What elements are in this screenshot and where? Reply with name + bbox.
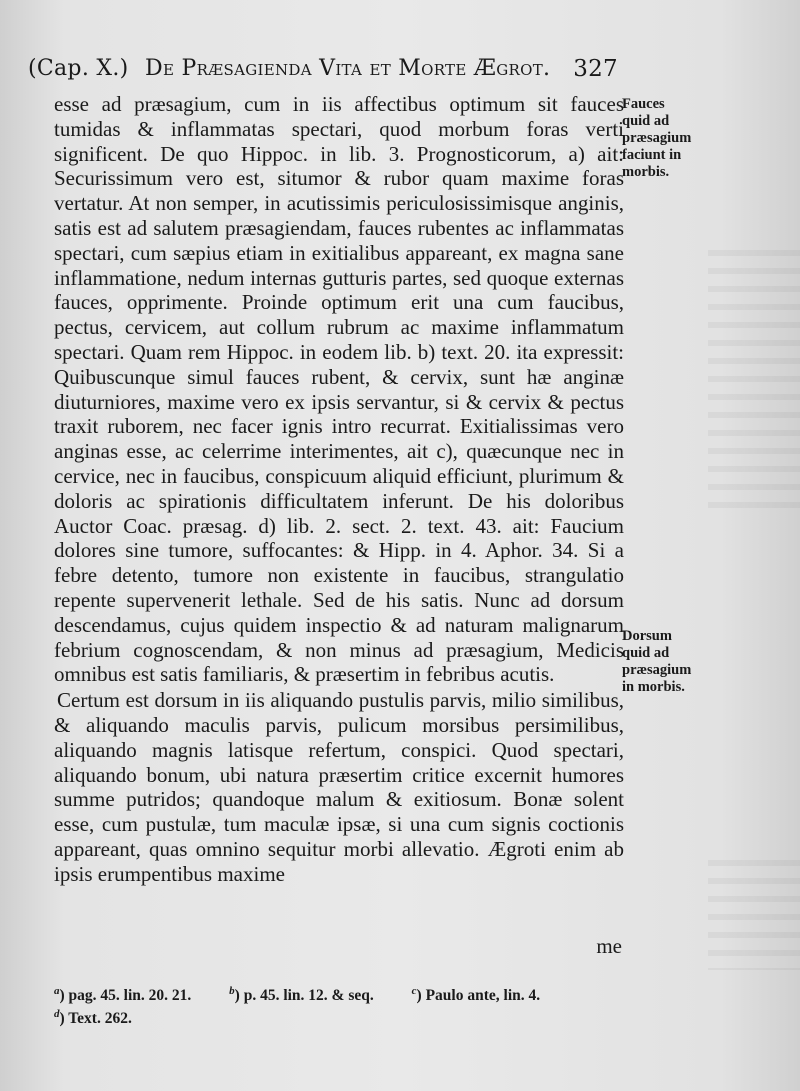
footnote-text: Text. 262. (68, 1010, 132, 1028)
margin-note: Fauces quid ad præsagium faciunt in morbis. (622, 96, 692, 180)
footnote-d: $^d$) Text. 262. (54, 1008, 132, 1028)
footnote-text: p. 45. lin. 12. & seq. (243, 987, 374, 1005)
main-text (54, 92, 624, 887)
show-through-text (708, 250, 800, 510)
running-title: De Præsagienda Vita et Morte Ægrot. (145, 56, 551, 81)
catchword: me (596, 934, 622, 958)
running-header (28, 56, 628, 90)
footnote-b: $^b$) p. 45. lin. 12. & seq. (229, 985, 374, 1005)
paragraph: esse ad præsagium, cum in iis affectibus optimum sit fauces tumidas & inflammatas spectari, quod morbum foras verti significent. De quo Hippoc. in lib. 3. Prognosticorum, a) ait: Securissimum vero est, situmor & rubor quam maxime foras vertatur. At non semper, in acutissimis periculosissimisque anginis, satis est ad salutem præsagiendam, fauces rubentes ac inflammatas spectari, cum sæpius etiam in exitialibus appareant, ex magna sane inflammatione, nedum internas gutturis partes, sed quoque externas fauces, opprimente. Proinde optimum erit una cum faucibus, pectus, cervicem, aut collum rubrum ac maxime inflammatum spectari. Quam rem Hippoc. in eodem lib. b) text. 20. ita expressit: Quibuscunque simul fauces rubent, & cervix, sunt hæ anginæ diuturniores, maxime vero ex ipsis servantur, si & cervix & pectus traxit ruborem, nec facer ignis intro recurrat. Exitialissimas vero anginas esse, ac celerrime interimentes, ait c), quæcunque nec in cervice, nec in faucibus, conspicuum aliquid efficiunt, plurimum & doloris ac spirationis difficultatem inferunt. De his doloribus Auctor Coac. præsag. d) lib. 2. sect. 2. text. 43. ait: Faucium dolores sine tumore, suffocantes: & Hipp. in 4. Aphor. 34. Si a febre detento, tumore non existente in faucibus, strangulatio repente supervenerit lethale. Sed de his satis. Nunc ad dorsum descendamus, cujus quidem inspectio & ad naturam malignarum febrium cognoscendam, & non minus ad præsagium, Medicis omnibus est satis familiaris, & præsertim in febribus acutis. (54, 92, 624, 687)
chapter-label: (Cap. X.) (28, 56, 129, 81)
footnotes (54, 982, 654, 1028)
footnote-text: Paulo ante, lin. 4. (425, 987, 541, 1005)
footnote-text: pag. 45. lin. 20. 21. (68, 987, 192, 1005)
show-through-text (708, 860, 800, 970)
paragraph: Certum est dorsum in iis aliquando pustulis parvis, milio similibus, & aliquando maculis parvis, pulicum morsibus persimilibus, aliquando magnis latisque refertum, conspici. Quod spectari, aliquando bonum, ubi natura præsertim critice excernit humores summe putridos; quandoque malum & exitiosum. Bonæ solent esse, cum pustulæ, tum maculæ ipsæ, si una cum signis coctionis appareant, quas omnino sequitur morbi allevatio. Ægroti enim ab ipsis erumpentibus maxime (54, 688, 624, 886)
page-number: 327 (573, 56, 618, 82)
footnote-a: $^a$) pag. 45. lin. 20. 21. (54, 985, 192, 1005)
margin-note: Dorsum quid ad præsagium in morbis. (622, 628, 692, 695)
footnote-c: $^c$) Paulo ante, lin. 4. (411, 985, 541, 1005)
